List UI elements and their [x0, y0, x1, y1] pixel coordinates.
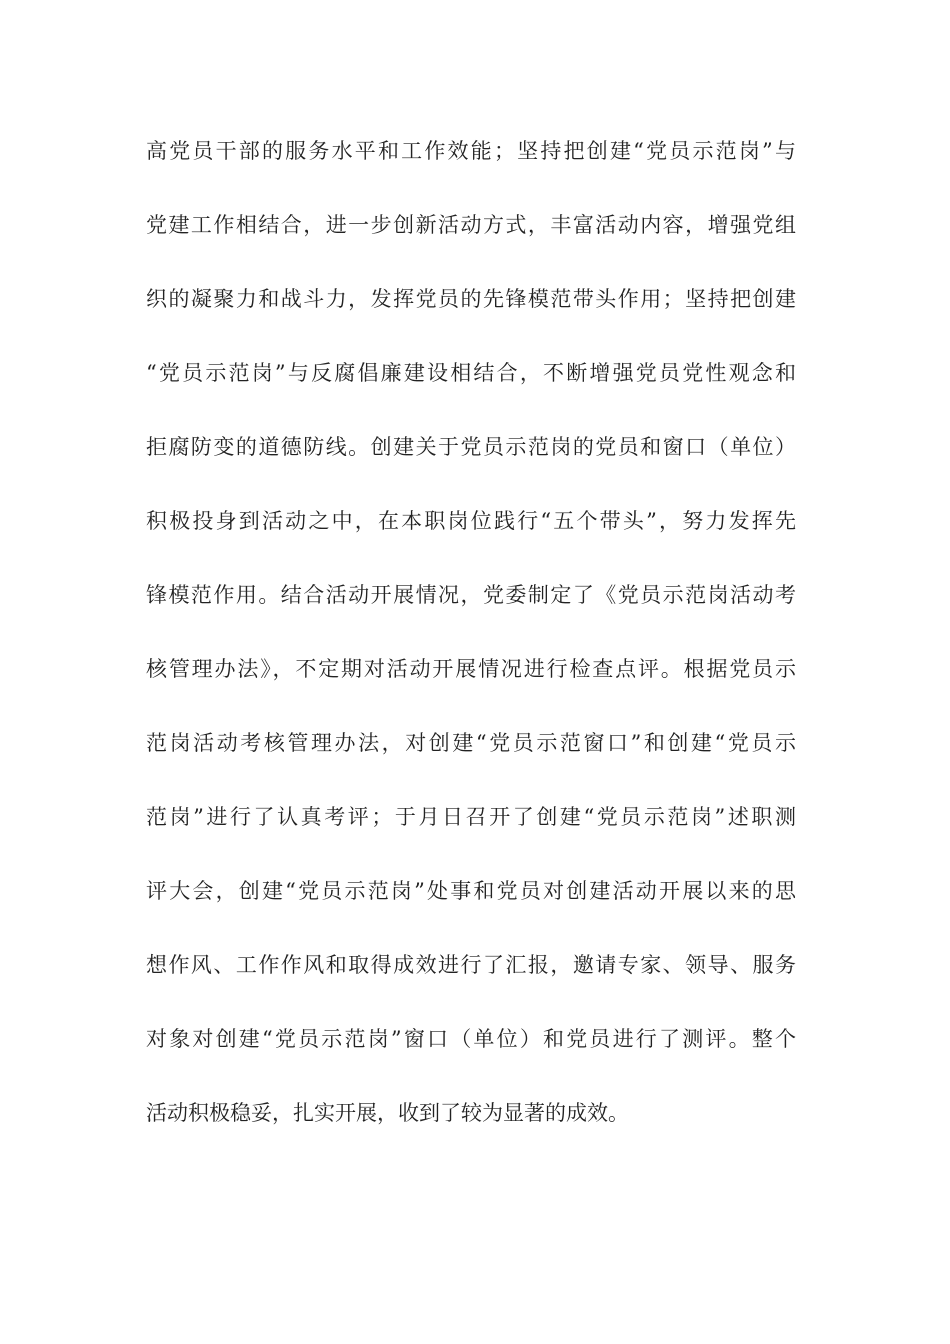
- text-line: 范岗活动考核管理办法，对创建“党员示范窗口”和创建“党员示: [146, 731, 796, 755]
- text-line: 活动积极稳妥，扎实开展，收到了较为显著的成效。: [146, 1101, 629, 1125]
- text-line: 锋模范作用。结合活动开展情况，党委制定了《党员示范岗活动考: [146, 583, 796, 607]
- text-line: 党建工作相结合，进一步创新活动方式，丰富活动内容，增强党组: [146, 213, 796, 237]
- text-line: 评大会，创建“党员示范岗”处事和党员对创建活动开展以来的思: [146, 879, 796, 903]
- body-text: [146, 128, 796, 1164]
- text-line: 高党员干部的服务水平和工作效能；坚持把创建“党员示范岗”与: [146, 139, 796, 163]
- text-line: 对象对创建“党员示范岗”窗口（单位）和党员进行了测评。整个: [146, 1027, 796, 1051]
- text-line: 范岗”进行了认真考评；于月日召开了创建“党员示范岗”述职测: [146, 805, 796, 829]
- text-line: 织的凝聚力和战斗力，发挥党员的先锋模范带头作用；坚持把创建: [146, 287, 796, 311]
- text-line: 想作风、工作作风和取得成效进行了汇报，邀请专家、领导、服务: [146, 953, 796, 977]
- text-line: 积极投身到活动之中，在本职岗位践行“五个带头”，努力发挥先: [146, 509, 796, 533]
- text-line: “党员示范岗”与反腐倡廉建设相结合，不断增强党员党性观念和: [146, 361, 796, 385]
- text-line: 拒腐防变的道德防线。创建关于党员示范岗的党员和窗口（单位）: [146, 435, 796, 459]
- text-line: 核管理办法》，不定期对活动开展情况进行检查点评。根据党员示: [146, 657, 796, 681]
